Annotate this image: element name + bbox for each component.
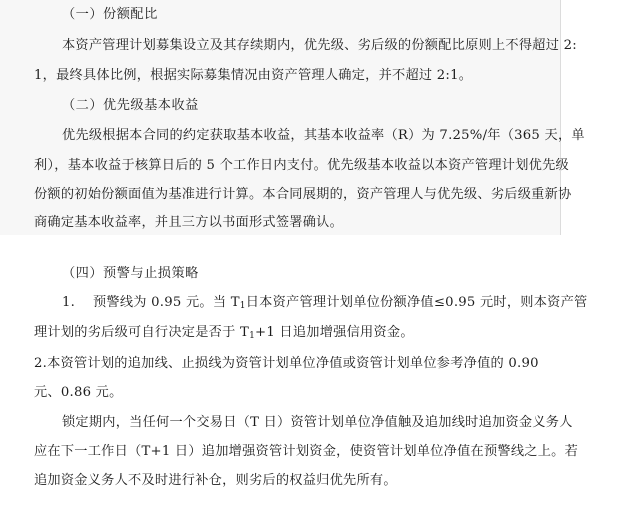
share-ratio-line-2: 1，最终具体比例，根据实际募集情况由资产管理人确定，并不超过 2:1。 [34,68,473,83]
warning-item-1-line-2: 理计划的劣后级可自行决定是否于 $T_1+1$ 日追加增强信用资金。 [34,325,414,341]
warning-item-2-line-1: 2.本资管计划的追加线、止损线为资管计划单位净值或资管计划单位参考净值的 0.90 [34,356,539,371]
section-heading-warning-stoploss: （四）预警与止损策略 [62,266,199,281]
share-ratio-line-1: 本资产管理计划募集设立及其存续期内，优先级、劣后级的份额配比原则上不得超过 2: [62,38,577,53]
priority-return-line-2: 利），基本收益于核算日后的 5 个工作日内支付。优先级基本收益以本资产管理计划优先级 [34,158,569,173]
priority-return-line-3: 份额的初始份额面值为基准进行计算。本合同展期的，资产管理人与优先级、劣后级重新协 [34,187,572,202]
lockup-paragraph-line-3: 追加资金义务人不及时进行补仓，则劣后的权益归优先所有。 [34,473,397,488]
priority-return-line-1: 优先级根据本合同的约定获取基本收益，其基本收益率（R）为 7.25%/年（365 天，单 [62,128,585,143]
warning-item-1-line-1: 1. 预警线为 0.95 元。当 $T_1$日本资产管理计划单位份额净值≤0.95 元时，则本资产管 [62,295,588,311]
section-heading-share-ratio: （一）份额配比 [62,7,158,22]
lockup-paragraph-line-1: 锁定期内，当任何一个交易日（T 日）资管计划单位净值触及追加线时追加资金义务人 [62,415,573,430]
section-heading-priority-return: （二）优先级基本收益 [62,98,199,113]
warning-item-2-line-2: 元、0.86 元。 [34,385,123,400]
lockup-paragraph-line-2: 应在下一工作日（T+1 日）追加增强资管计划资金，使资管计划单位净值在预警线之上。若 [34,444,579,459]
priority-return-line-4: 商确定基本收益率，并且三方以书面形式签署确认。 [34,215,344,230]
